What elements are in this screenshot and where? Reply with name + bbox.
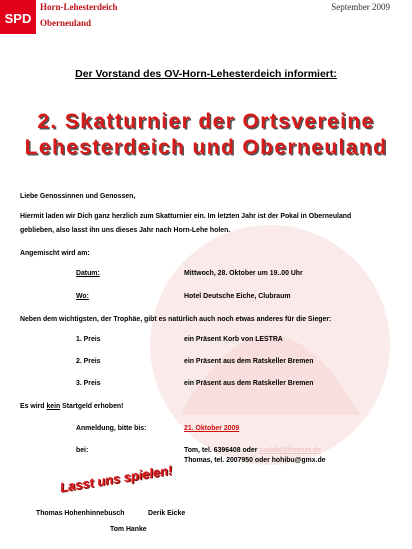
place-label: Wo: [76,293,89,300]
background-watermark [140,215,400,475]
place-value: Hotel Deutsche Eiche, Clubraum [184,293,291,300]
subtitle: Der Vorstand des OV-Horn-Lehesterdeich informiert: [75,68,337,80]
contact-tom-email[interactable]: cadafa@freenet.de [259,447,321,454]
date-value: Mittwoch, 28. Oktober um 19..00 Uhr [184,270,303,277]
greeting: Liebe Genossinnen und Genossen, [20,193,136,200]
fee-text-kein: kein [46,403,61,410]
prize-rank: 1. Preis [76,336,101,343]
header-date: September 2009 [331,2,390,12]
prize-description: ein Präsent aus dem Ratskeller Bremen [184,380,314,387]
signature-name: Thomas Hohenhinnebusch [36,510,125,517]
fee-text-pre: Es wird [20,403,47,410]
headline-line1: 2. Skatturnier der Ortsvereine [37,110,375,133]
intro-line2: geblieben, also lasst ihn uns dieses Jahr nach Horn-Lehe holen. [20,227,231,234]
prize-rank: 3. Preis [76,380,101,387]
prize-rank: 2. Preis [76,358,101,365]
prizes-intro: Neben dem wichtigsten, der Trophäe, gibt es natürlich auch noch etwas anderes für die Sieger: [20,316,332,323]
date-label: Datum: [76,270,100,277]
fee-text-post: Startgeld erhoben! [60,403,124,410]
headline-line2: Lehesterdeich und Oberneuland [24,136,388,159]
intro-line1: Hiermit laden wir Dich ganz herzlich zum Skatturnier ein. Im letzten Jahr ist der Pokal in Oberneuland [20,213,352,220]
prize-description: ein Präsent Korb von LESTRA [184,336,283,343]
spd-logo [0,0,36,34]
org-name-line1: Horn-Lehesterdeich [40,2,118,12]
signature-name: Derik Eicke [148,510,186,517]
contact-tom-phone: Tom, tel. 6396408 oder [184,447,260,454]
signature-name: Tom Hanke [110,526,147,533]
slogan: Lasst uns spielen! [58,462,174,495]
target-label: Angemischt wird am: [20,250,90,257]
contact-line2: Thomas, tel. 2007950 oder hohibu@gmx.de [184,457,326,464]
entry-fee-note [20,402,123,411]
registration-label: Anmeldung, bitte bis: [76,425,147,432]
logo-text: SPD [4,11,32,26]
org-name-line2: Oberneuland [40,18,92,28]
contact-line1 [184,446,321,455]
contact-label: bei: [76,447,89,454]
registration-date: 21. Oktober 2009 [184,425,240,432]
prize-description: ein Präsent aus dem Ratskeller Bremen [184,358,314,365]
